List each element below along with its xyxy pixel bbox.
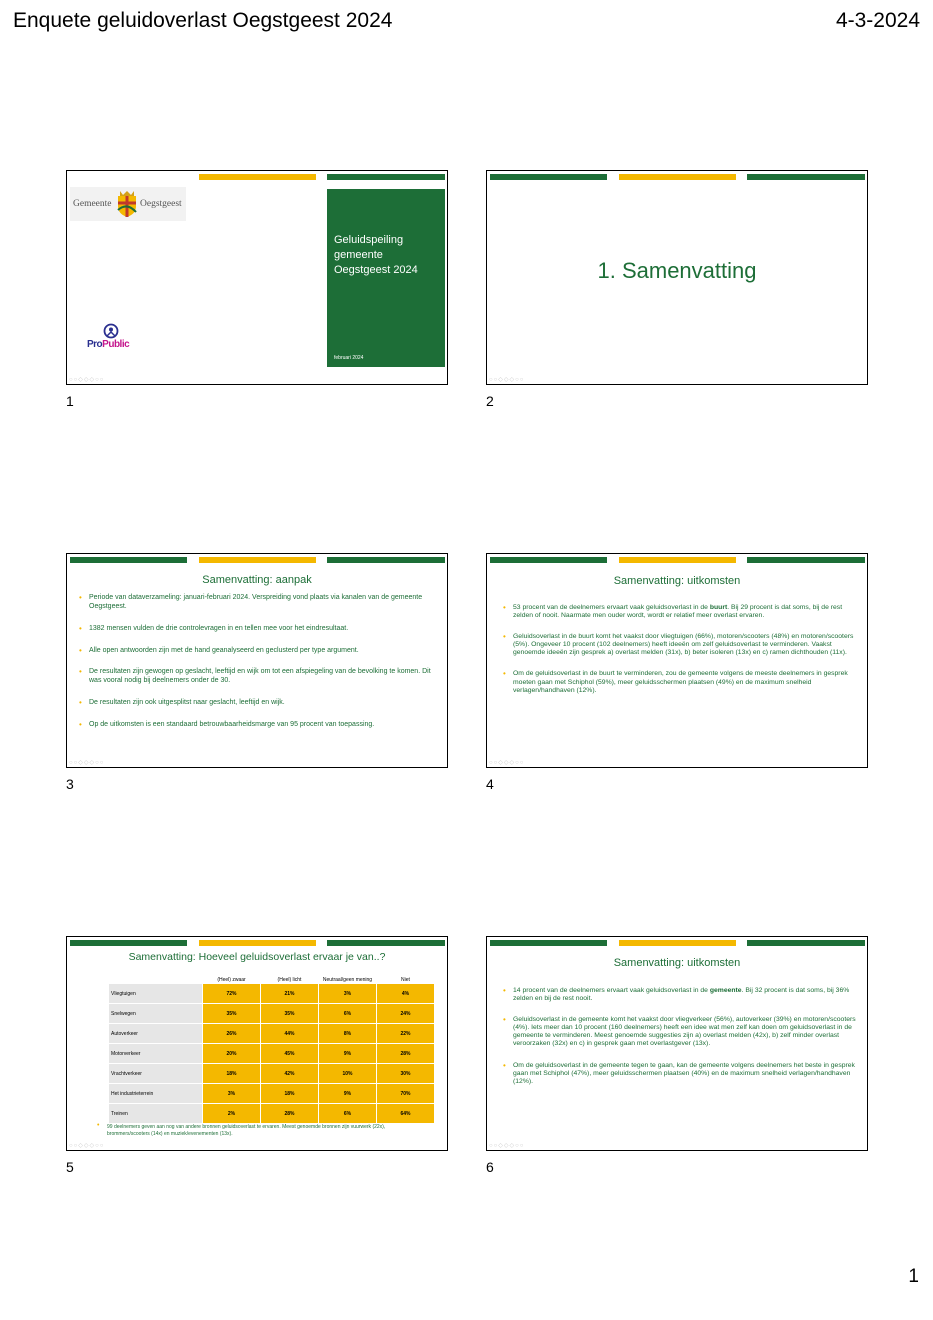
accent-bar-green (70, 940, 187, 946)
table-cell: 44% (261, 1024, 318, 1043)
document-title: Enquete geluidoverlast Oegstgeest 2024 (13, 9, 393, 32)
table-cell: 22% (377, 1024, 434, 1043)
accent-bar-yellow (619, 557, 736, 563)
list-item: • Om de geluidsoverlast in de gemeente tegen te gaan, kan de gemeente volgens deelnemers het beste in gesprek gaan met Schiphol (47%), meer geluidsschermen plaatsen (40%) en de maximum snelheid verlagen/handhaven (12%). (503, 1062, 861, 1086)
table-cell: 28% (261, 1104, 318, 1123)
table-cell: 6% (319, 1104, 376, 1123)
panel-title: Geluidspeiling gemeente Oegstgeest 2024 (334, 234, 418, 276)
accent-bar-green (490, 174, 607, 180)
slide-footer-icons: ○○◇◇◇○○ (489, 760, 525, 766)
slide-5-label: 5 (66, 1159, 74, 1175)
accent-bars (487, 174, 867, 180)
table-cell: 2% (203, 1104, 260, 1123)
slide-3-label: 3 (66, 776, 74, 792)
slide-3[interactable] (66, 553, 448, 768)
table-cell: 35% (261, 1004, 318, 1023)
table-cell: 72% (203, 984, 260, 1003)
slide-title: Samenvatting: Hoeveel geluidsoverlast ervaar je van..? (128, 951, 386, 963)
accent-bar-yellow (199, 557, 316, 563)
table-cell: 18% (203, 1064, 260, 1083)
list-item: • Geluidsoverlast in de buurt komt het vaakst door vliegtuigen (66%), motoren/scooters (48%) en motoren/scooters (5%). Ongeveer 10 procent (102 deelnemers) heeft ideeën om zelf geluidsoverlast te verminderen. Vaakst genoemde ideeën zijn gesprek a) overlast melden (31x), b) beter isoleren (13x) en c) ramen dichthouden (11x). (503, 633, 859, 657)
table-cell: 8% (319, 1024, 376, 1043)
row-label: Vrachtverkeer (109, 1064, 202, 1083)
table-row (109, 1064, 434, 1083)
table-cell: 3% (319, 984, 376, 1003)
title-panel (327, 189, 445, 367)
accent-bar-green (747, 940, 865, 946)
row-label: Vliegtuigen (109, 984, 202, 1003)
table-cell: 18% (261, 1084, 318, 1103)
row-label: Het industrieterrein (109, 1084, 202, 1103)
slide-title: 1. Samenvatting (597, 258, 757, 283)
slide-6[interactable] (486, 936, 868, 1151)
table-cell: 10% (319, 1064, 376, 1083)
accent-bar-yellow (619, 174, 736, 180)
page-number: 1 (908, 1266, 919, 1287)
slide-4-label: 4 (486, 776, 494, 792)
accent-bar-green (327, 940, 445, 946)
accent-bar-yellow (199, 174, 316, 180)
column-header: (Heel) licht (261, 970, 318, 983)
table-cell: 64% (377, 1104, 434, 1123)
table-cell: 24% (377, 1004, 434, 1023)
table-row (109, 984, 434, 1003)
row-label: Autoverkeer (109, 1024, 202, 1043)
list-item: • De resultaten zijn ook uitgesplitst naar geslacht, leeftijd en wijk. (79, 699, 431, 708)
table-cell: 21% (261, 984, 318, 1003)
accent-bars (487, 940, 867, 946)
accent-bar-green (327, 174, 445, 180)
slide-5[interactable] (66, 936, 448, 1151)
slide-footer-icons: ○○◇◇◇○○ (69, 760, 105, 766)
table-row (109, 1084, 434, 1103)
table-row (109, 1004, 434, 1023)
list-item: • Alle open antwoorden zijn met de hand geanalyseerd en geclusterd per type argument. (79, 647, 431, 656)
list-item: • Om de geluidsoverlast in de buurt te verminderen, zou de gemeente volgens de meeste deelnemers in gesprek moeten gaan met Schiphol (59%), meer geluidsschermen plaatsen (49%) en de maximum snelheid verlagen/handhaven (12%). (503, 670, 859, 694)
list-item: • 99 deelnemers geven aan nog van andere bronnen geluidsoverlast te ervaren. Meest genoemde bronnen zijn vuurwerk (22x), brommers/scooters (14x) en muziek/evenementen (13x). (97, 1124, 427, 1137)
list-item: • 53 procent van de deelnemers ervaart vaak geluidsoverlast in de buurt. Bij 29 procent is dat soms, bij de rest zelden of nooit. Naarmate men ouder wordt, wordt er relatief meer overlast ervaren. (503, 604, 859, 620)
overlast-table (108, 969, 435, 1124)
column-header: (Heel) zwaar (203, 970, 260, 983)
propublic-logo: ProPublic (87, 339, 130, 350)
slide-4[interactable] (486, 553, 868, 768)
slide-1[interactable] (66, 170, 448, 385)
table-row (109, 1024, 434, 1043)
slide-footer-icons: ○○◇◇◇○○ (69, 1143, 105, 1149)
gemeente-logo (70, 187, 186, 221)
slide-title: Samenvatting: aanpak (202, 574, 312, 586)
list-item: • Op de uitkomsten is een standaard betrouwbaarheidsmarge van 95 procent van toepassing. (79, 721, 431, 730)
slide-title: Samenvatting: uitkomsten (613, 957, 741, 969)
bullet-list (503, 987, 861, 1099)
table-cell: 42% (261, 1064, 318, 1083)
table-cell: 26% (203, 1024, 260, 1043)
accent-bar-green (490, 557, 607, 563)
table-cell: 70% (377, 1084, 434, 1103)
accent-bars (487, 557, 867, 563)
slide-2[interactable] (486, 170, 868, 385)
accent-bars (67, 557, 447, 563)
propublic-icon (103, 323, 119, 339)
slide-footer-icons: ○○◇◇◇○○ (489, 1143, 525, 1149)
table-header-row (109, 970, 434, 983)
accent-bars (67, 940, 447, 946)
table-row (109, 1044, 434, 1063)
crest-icon (116, 190, 138, 218)
table-note (97, 1124, 427, 1137)
table-corner (109, 970, 202, 983)
accent-bar-yellow (199, 940, 316, 946)
panel-date: februari 2024 (334, 355, 364, 361)
slide-6-label: 6 (486, 1159, 494, 1175)
table-cell: 9% (319, 1044, 376, 1063)
table-cell: 35% (203, 1004, 260, 1023)
list-item: • Geluidsoverlast in de gemeente komt het vaakst door vliegverkeer (56%), autoverkeer (39%) en motoren/scooters (4%). Iets meer dan 10 procent (160 deelnemers) heeft een idee wat men zelf kan doen om geluidsoverlast in de gemeente te verminderen. Meest genoemde suggesties zijn a) overlast melden (42x), b) zelf minder overlast veroorzaken (32x) en c) in gesprek gaan met overlastgever (13x). (503, 1016, 861, 1048)
row-label: Snelwegen (109, 1004, 202, 1023)
accent-bar-green (747, 557, 865, 563)
table-cell: 30% (377, 1064, 434, 1083)
column-header: Niet (377, 970, 434, 983)
slide-1-label: 1 (66, 393, 74, 409)
table-cell: 20% (203, 1044, 260, 1063)
accent-bar-green (327, 557, 445, 563)
slide-title: Samenvatting: uitkomsten (613, 575, 741, 587)
column-header: Neutraal/geen mening (319, 970, 376, 983)
table-cell: 45% (261, 1044, 318, 1063)
logo-text-right: Oegstgeest (140, 199, 182, 209)
table-cell: 4% (377, 984, 434, 1003)
logo-text-left: Gemeente (73, 199, 112, 209)
slide-footer-icons: ○○◇◇◇○○ (69, 377, 105, 383)
list-item: • De resultaten zijn gewogen op geslacht, leeftijd en wijk om tot een afspiegeling van de bevolking te komen. Dit was vooral nodig bij deelnemers onder de 30. (79, 668, 431, 685)
accent-bar-green (490, 940, 607, 946)
table-row (109, 1104, 434, 1123)
list-item: • 14 procent van de deelnemers ervaart vaak geluidsoverlast in de gemeente. Bij 32 procent is dat soms, bij 36% zelden en bij de rest nooit. (503, 987, 861, 1003)
list-item: • 1382 mensen vulden de drie controlevragen in en tellen mee voor het eindresultaat. (79, 625, 431, 634)
table-cell: 28% (377, 1044, 434, 1063)
accent-bar-green (747, 174, 865, 180)
list-item: • Periode van dataverzameling: januari-februari 2024. Verspreiding vond plaats via kanalen van de gemeente Oegstgeest. (79, 594, 431, 611)
row-label: Motorverkeer (109, 1044, 202, 1063)
table-cell: 3% (203, 1084, 260, 1103)
bullet-list (79, 594, 431, 742)
row-label: Treinen (109, 1104, 202, 1123)
slide-footer-icons: ○○◇◇◇○○ (489, 377, 525, 383)
slide-2-label: 2 (486, 393, 494, 409)
accent-bar-green (70, 557, 187, 563)
accent-bar-yellow (619, 940, 736, 946)
table-cell: 9% (319, 1084, 376, 1103)
table-cell: 6% (319, 1004, 376, 1023)
accent-bars (67, 174, 447, 180)
bullet-list (503, 604, 859, 708)
document-date: 4-3-2024 (835, 9, 920, 32)
